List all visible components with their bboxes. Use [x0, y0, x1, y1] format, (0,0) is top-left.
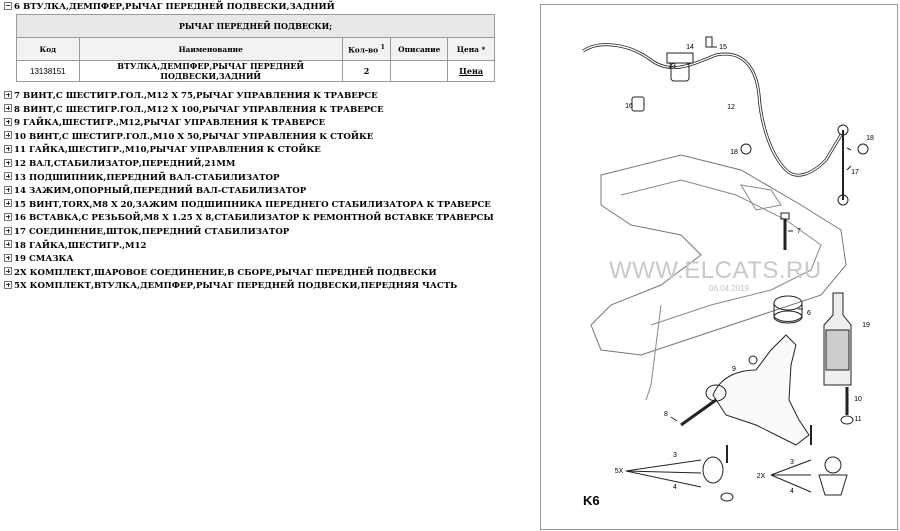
- tree-item-label: ВИНТ,TORX,М8 Х 20,ЗАЖИМ ПОДШИПНИКА ПЕРЕДНЕГО СТАБИЛИЗАТОРА К ТРАВЕРСЕ: [28, 199, 491, 210]
- tree-item[interactable]: [4, 185, 306, 198]
- expand-icon[interactable]: [4, 118, 12, 126]
- callout-9: 9: [732, 366, 736, 373]
- callout-10: 10: [854, 396, 862, 403]
- expand-icon[interactable]: [4, 227, 12, 235]
- col-desc: Описание: [391, 38, 448, 61]
- tree-item[interactable]: [4, 253, 73, 266]
- tree-item-label: ГАЙКА,ШЕСТИГР.,М12,РЫЧАГ УПРАВЛЕНИЯ К ТРАВЕРСЕ: [22, 118, 326, 129]
- expand-icon[interactable]: [4, 281, 12, 289]
- expand-icon[interactable]: [4, 145, 12, 153]
- tree-item-label: ГАЙКА,ШЕСТИГР.,М12: [28, 240, 147, 251]
- tree-item[interactable]: [4, 144, 321, 157]
- tree-item-num: 11: [14, 145, 26, 156]
- expand-icon[interactable]: [4, 172, 12, 180]
- tree-item[interactable]: [4, 212, 494, 225]
- tree-item-label: СМАЗКА: [28, 254, 74, 265]
- tree-item[interactable]: [4, 90, 378, 103]
- tree-item-num: 7: [14, 91, 20, 101]
- cell-price: [448, 61, 495, 82]
- cell-qty: 2: [342, 61, 391, 82]
- watermark-date: 06.04.2019: [709, 284, 750, 293]
- expand-icon[interactable]: [4, 91, 12, 99]
- cell-desc: [391, 61, 448, 82]
- tree-item[interactable]: [4, 158, 235, 171]
- tree-item[interactable]: [4, 199, 491, 212]
- price-link[interactable]: Цена: [459, 66, 484, 76]
- tree-item[interactable]: [4, 267, 437, 280]
- expand-icon[interactable]: [4, 186, 12, 194]
- tree-item-num: 18: [14, 240, 26, 251]
- tree-item-label: ВАЛ,СТАБИЛИЗАТОР,ПЕРЕДНИЙ,21ММ: [28, 159, 236, 169]
- expand-icon[interactable]: [4, 254, 12, 262]
- tree-item-num: 14: [14, 186, 26, 197]
- tree-item-label: ВИНТ,С ШЕСТИГР.ГОЛ.,М12 Х 75,РЫЧАГ УПРАВЛЕНИЯ К ТРАВЕРСЕ: [22, 91, 378, 101]
- tree-item-label: ГАЙКА,ШЕСТИГР.,М10,РЫЧАГ УПРАВЛЕНИЯ К СТОЙКЕ: [28, 145, 321, 156]
- tree-item[interactable]: [4, 117, 325, 130]
- tree-item-num: 19: [14, 254, 26, 265]
- col-qty: Кол-во $^1$: [342, 38, 391, 61]
- callout-4a: 4: [673, 484, 677, 491]
- tree-item[interactable]: [4, 240, 146, 253]
- table-title: РЫЧАГ ПЕРЕДНЕЙ ПОДВЕСКИ;: [17, 15, 495, 38]
- expand-icon[interactable]: [4, 213, 12, 221]
- expand-icon[interactable]: [4, 131, 12, 139]
- cell-code: 13138151: [17, 61, 80, 82]
- diagram-label: K6: [583, 493, 600, 508]
- diagram-panel: [540, 4, 898, 530]
- callout-17: 17: [851, 169, 859, 176]
- tree-item[interactable]: [4, 131, 373, 144]
- callout-7: 7: [797, 228, 801, 235]
- callout-12: 12: [727, 104, 735, 111]
- tree-item-num: 9: [14, 118, 20, 129]
- callout-2x: 2X: [756, 473, 766, 480]
- collapse-icon[interactable]: [4, 2, 12, 10]
- callout-6: 6: [807, 310, 811, 317]
- expand-icon[interactable]: [4, 267, 12, 275]
- callout-19: 19: [862, 322, 870, 329]
- callout-15: 15: [719, 44, 727, 51]
- parts-table: [16, 14, 495, 82]
- tree-item[interactable]: [4, 280, 457, 293]
- tree-item-num: 2X: [14, 267, 27, 278]
- tree-item-expanded[interactable]: 6 ВТУЛКА,ДЕМПФЕР,РЫЧАГ ПЕРЕДНЕЙ ПОДВЕСКИ,ЗАДНИЙ: [4, 1, 335, 14]
- col-code: Код: [17, 38, 80, 61]
- expand-icon[interactable]: [4, 159, 12, 167]
- callout-3a: 3: [673, 452, 677, 459]
- tree-item-label: КОМПЛЕКТ,ШАРОВОЕ СОЕДИНЕНИЕ,В СБОРЕ,РЫЧАГ ПЕРЕДНЕЙ ПОДВЕСКИ: [29, 267, 437, 278]
- callout-14: 14: [686, 44, 694, 51]
- tree-item-num: 13: [14, 172, 26, 183]
- callout-18a: 18: [730, 149, 738, 156]
- callout-3b: 3: [790, 459, 794, 466]
- callout-18b: 18: [866, 135, 874, 142]
- tree-item-num: 12: [14, 159, 26, 169]
- callout-8: 8: [664, 411, 668, 418]
- tree-item[interactable]: [4, 172, 279, 185]
- tree-item-label: ЗАЖИМ,ОПОРНЫЙ,ПЕРЕДНИЙ ВАЛ-СТАБИЛИЗАТОР: [28, 186, 307, 197]
- tree-item-num: 17: [14, 227, 26, 237]
- tree-item-num: 10: [14, 131, 26, 142]
- tree-item-num: 8: [14, 104, 20, 115]
- expand-icon[interactable]: [4, 199, 12, 207]
- expand-icon[interactable]: [4, 104, 12, 112]
- callout-16: 16: [625, 103, 633, 110]
- tree-item[interactable]: [4, 104, 384, 117]
- col-name: Наименование: [79, 38, 342, 61]
- cell-name: ВТУЛКА,ДЕМПФЕР,РЫЧАГ ПЕРЕДНЕЙ ПОДВЕСКИ,ЗАДНИЙ: [79, 61, 342, 82]
- callout-11: 11: [854, 416, 862, 423]
- tree-item-num: 5X: [14, 281, 27, 292]
- expand-icon[interactable]: [4, 240, 12, 248]
- tree-item-label: СОЕДИНЕНИЕ,ШТОК,ПЕРЕДНИЙ СТАБИЛИЗАТОР: [28, 227, 290, 237]
- tree-item-label: ВИНТ,С ШЕСТИГР.ГОЛ.,М10 Х 50,РЫЧАГ УПРАВЛЕНИЯ К СТОЙКЕ: [28, 131, 374, 142]
- tree-item[interactable]: [4, 226, 289, 239]
- tree-item-label: ВСТАВКА,С РЕЗЬБОЙ,М8 Х 1.25 Х 8,СТАБИЛИЗАТОР К РЕМОНТНОЙ ВСТАВКЕ ТРАВЕРСЫ: [28, 213, 494, 224]
- callout-5x: 5X: [614, 468, 624, 475]
- tree-item-label: КОМПЛЕКТ,ВТУЛКА,ДЕМПФЕР,РЫЧАГ ПЕРЕДНЕЙ ПОДВЕСКИ,ПЕРЕДНЯЯ ЧАСТЬ: [29, 281, 458, 292]
- tree-item-num: 15: [14, 199, 26, 210]
- watermark: WWW.ELCATS.RU: [609, 257, 822, 284]
- tree-item-label: ПОДШИПНИК,ПЕРЕДНИЙ ВАЛ-СТАБИЛИЗАТОР: [28, 172, 280, 183]
- tree-item-label: ВИНТ,С ШЕСТИГР.ГОЛ.,М12 Х 100,РЫЧАГ УПРАВЛЕНИЯ К ТРАВЕРСЕ: [22, 104, 384, 115]
- callout-13: 13: [668, 63, 676, 70]
- table-row: [17, 61, 495, 82]
- col-price: Цена *: [448, 38, 495, 61]
- tree-item-num: 16: [14, 213, 26, 224]
- callout-4b: 4: [790, 488, 794, 495]
